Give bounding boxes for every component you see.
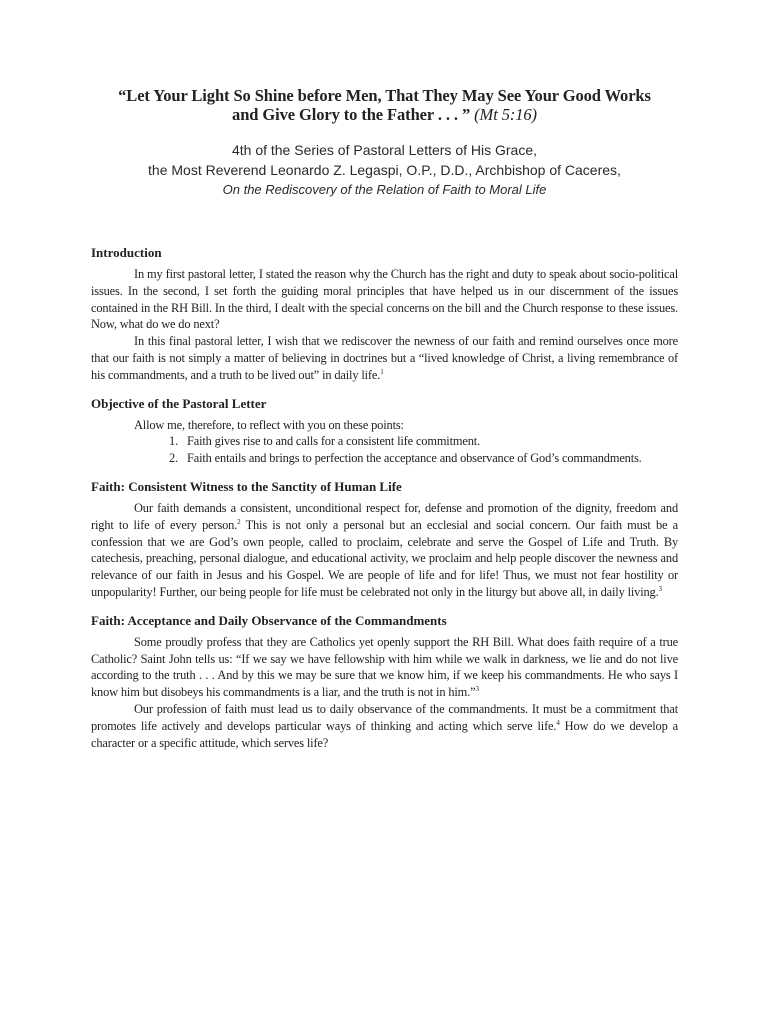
- list-item: 2. Faith entails and brings to perfection the acceptance and observance of God’s commandments.: [181, 450, 678, 467]
- commandments-heading: Faith: Acceptance and Daily Observance of the Commandments: [91, 612, 447, 628]
- objective-list: [91, 433, 678, 467]
- letter-title: [91, 86, 678, 124]
- subtitle-line-3: On the Rediscovery of the Relation of Faith to Moral Life: [222, 182, 547, 197]
- objective-heading: Objective of the Pastoral Letter: [91, 395, 267, 411]
- letter-subtitle: [91, 140, 678, 200]
- title-citation: (Mt 5:16): [474, 105, 537, 124]
- witness-text-b: This is not only a personal but an ecclesial and social concern. Our faith must be a confession that we are God’s own people, called to proclaim, celebrate and serve the Gospel of Life and Truth. By catechesis, preaching, personal dialogue, and educational activity, we proclaim and help people discover the newness and relevance of our faith in Jesus and his Gospel. We are people of life and for life! Thus, we must not fear hostility or unpopularity! Further, our being people for life must be celebrated not only in the liturgy but above all, in daily living.: [91, 517, 678, 599]
- commandments-paragraph-1: [91, 634, 678, 701]
- footnote-ref: 3: [658, 584, 662, 593]
- subtitle-line-1: 4th of the Series of Pastoral Letters of His Grace,: [231, 142, 538, 158]
- footnote-ref: 4: [556, 718, 560, 727]
- title-line-2-text: and Give Glory to the Father . . . ”: [232, 105, 471, 124]
- list-item: 1. Faith gives rise to and calls for a consistent life commitment.: [181, 433, 678, 450]
- footnote-ref: 1: [380, 367, 384, 376]
- document-page: [91, 86, 678, 751]
- commandments-text-2b: How do we develop a character or a specific attitude, which serves life?: [91, 718, 678, 750]
- witness-text-a: Our faith demands a consistent, unconditional respect for, defense and promotion of the dignity, freedom and right to life of every person.: [91, 500, 678, 532]
- witness-heading: Faith: Consistent Witness to the Sanctity of Human Life: [91, 478, 402, 494]
- subtitle-line-2: the Most Reverend Leonardo Z. Legaspi, O.P., D.D., Archbishop of Caceres,: [148, 162, 621, 178]
- title-line-1: “Let Your Light So Shine before Men, That They May See Your Good Works: [118, 86, 651, 105]
- introduction-paragraph-1: In my first pastoral letter, I stated the reason why the Church has the right and duty to speak about socio-political issues. In the second, I set forth the guiding moral principles that have helped us in our discernment of the issues contained in the RH Bill. In the third, I dealt with the special concerns on the bill and the Church response to these issues. Now, what do we do next?: [91, 267, 678, 332]
- title-line-2: [91, 105, 678, 124]
- introduction-heading: Introduction: [91, 245, 162, 260]
- footnote-ref: 3: [475, 685, 479, 694]
- introduction-paragraph-2: [91, 333, 678, 383]
- commandments-text-2a: Our profession of faith must lead us to daily observance of the commandments. It must be a commitment that promotes life actively and develops particular ways of thinking and acting which serve life.: [91, 701, 678, 733]
- objective-intro: Allow me, therefore, to reflect with you on these points:: [134, 417, 404, 432]
- footnote-ref: 2: [237, 517, 241, 526]
- witness-paragraph: [91, 500, 678, 601]
- commandments-text-1: Some proudly profess that they are Catholics yet openly support the RH Bill. What does faith require of a true Catholic? Saint John tells us: “If we say we have fellowship with him while we walk in darkness, we lie and do not live according to the truth . . . And by this we may be sure that we know him, if we keep his commandments. He who says I know him but disobeys his commandments is a liar, and the truth is not in him.”: [91, 634, 678, 700]
- introduction-paragraph-2-text: In this final pastoral letter, I wish that we rediscover the newness of our faith and remind ourselves once more that our faith is not simply a matter of believing in doctrines but a “lived knowledge of Christ, a living remembrance of his commandments, and a truth to be lived out” in daily life.: [91, 334, 678, 382]
- commandments-paragraph-2: [91, 701, 678, 751]
